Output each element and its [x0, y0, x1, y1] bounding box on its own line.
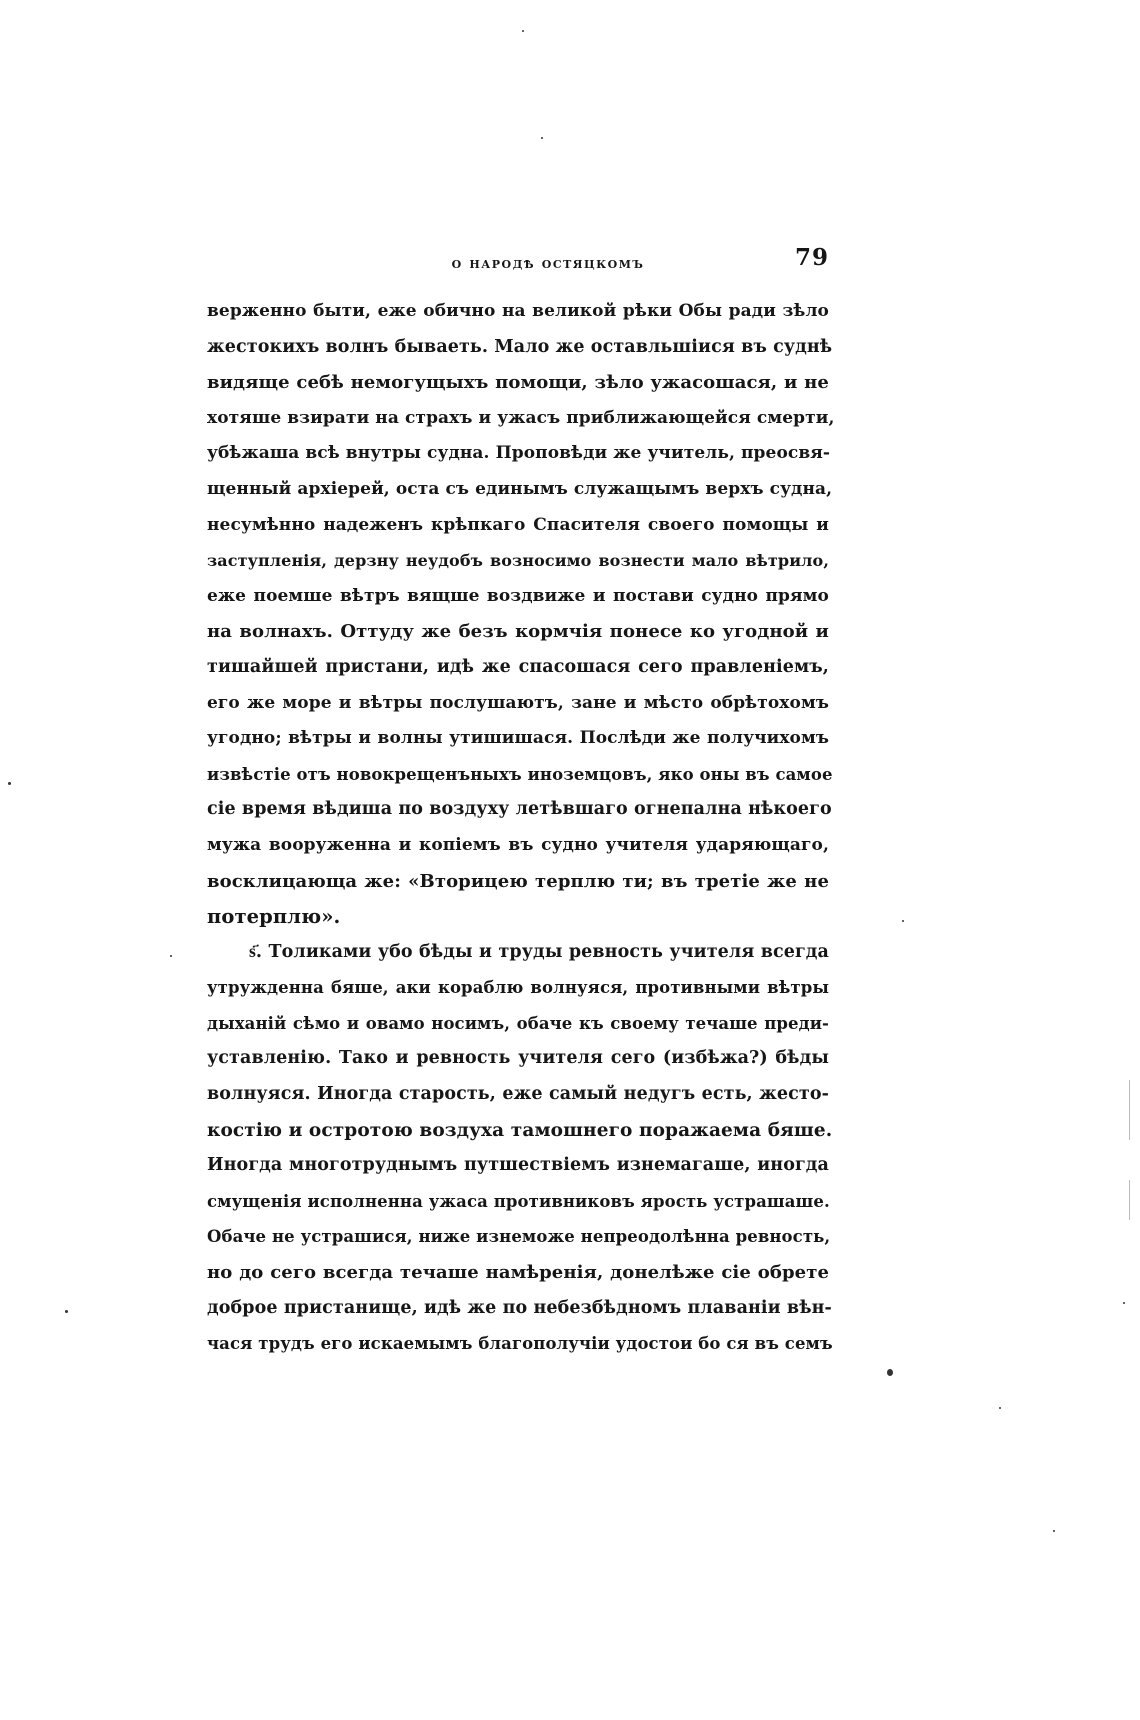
text-line: хотяше взирати на страхъ и ужасъ приближающейся смерти,	[207, 407, 835, 428]
text-line: мужа вооруженна и копiемъ въ судно учителя ударяющаго,	[207, 834, 829, 855]
text-line-paragraph-end: потерплю».	[207, 905, 341, 929]
running-title: о народѣ остяцкомъ	[451, 254, 645, 272]
page-number: 79	[794, 244, 829, 271]
text-line: дыханiй сѣмо и овамо носимъ, обаче къ своему течаше преди-	[207, 1013, 829, 1033]
scan-speck	[999, 1407, 1001, 1409]
text-line: Иногда многотруднымъ путшествiемъ изнемагаше, иногда	[207, 1155, 829, 1176]
text-line: но до сего всегда течаше намѣренiя, донелѣже сiе обрете	[207, 1262, 829, 1284]
text-line: извѣстiе отъ новокрещенъныхъ иноземцовъ, яко оны въ самое	[207, 764, 833, 784]
text-line: его же море и вѣтры послушаютъ, зане и мѣсто обрѣтохомъ	[207, 692, 829, 713]
body-text	[207, 294, 835, 1362]
text-line: видяще себѣ немогущыхъ помощи, зѣло ужасошася, и не	[207, 372, 829, 394]
text-line: угодно; вѣтры и волны утишишася. Послѣди же получихомъ	[207, 728, 829, 749]
text-line: щенный архiерей, оста съ единымъ служащымъ верхъ судна,	[207, 478, 833, 499]
text-line: доброе пристанище, идѣ же по небезбѣдномъ плаванiи вѣн-	[207, 1297, 832, 1318]
text-line: еже поемше вѣтръ вящше воздвиже и постави судно прямо	[207, 585, 829, 606]
text-line: уставленiю. Тако и ревность учителя сего (избѣжа?) бѣды	[207, 1048, 829, 1069]
text-line: Обаче не устрашися, ниже изнеможе непреодолѣнна ревность,	[207, 1227, 831, 1247]
text-line: волнуяся. Иногда старость, еже самый недугъ есть, жесто-	[207, 1084, 829, 1105]
text-line: убѣжаша всѣ внутры судна. Проповѣди же учитель, преосвя-	[207, 443, 831, 464]
scan-speck	[887, 1369, 893, 1376]
text-line: тишайшей пристани, идѣ же спасошася сего правленiемъ,	[207, 656, 829, 677]
text-line: жестокихъ волнъ бываеть. Мало же оставльшiися въ суднѣ	[207, 336, 833, 357]
text-line: сiе время вѣдиша по воздуху летѣвшаго огнепална нѣкоего	[207, 799, 832, 820]
running-head	[207, 244, 829, 284]
scan-speck	[8, 782, 11, 785]
scan-speck	[902, 920, 904, 922]
scan-speck	[522, 30, 524, 32]
text-line: на волнахъ. Оттуду же безъ кормчiя понесе ко угодной и	[207, 621, 829, 643]
scan-speck	[1053, 1530, 1055, 1532]
text-line: смущенiя исполненна ужаса противниковъ ярость устрашаше.	[207, 1191, 830, 1211]
text-line-section-start: ѕ҃. Толиками убо бѣды и труды ревность учителя всегда	[249, 941, 829, 962]
scan-speck	[1129, 1180, 1130, 1220]
text-line: несумѣнно надеженъ крѣпкаго Спасителя своего помощы и	[207, 514, 829, 535]
text-line: утружденна бяше, аки кораблю волнуяся, противными вѣтры	[207, 978, 829, 998]
scan-speck	[65, 1310, 68, 1313]
scan-speck	[541, 137, 543, 139]
scan-speck	[170, 955, 172, 957]
scan-speck	[1123, 1302, 1125, 1304]
text-line: восклицающа же: «Вторицею терплю ти; въ третiе же не	[207, 870, 829, 892]
text-line: заступленiя, дерзну неудобъ возносимо вознести мало вѣтрило,	[207, 551, 829, 571]
text-line: костiю и остротою воздуха тамошнего поражаема бяше.	[207, 1119, 833, 1141]
text-line: чася трудъ его искаемымъ благополучiи удостои бо ся въ семъ	[207, 1334, 833, 1354]
scan-speck	[1129, 1080, 1130, 1140]
text-line: верженно быти, еже обично на великой рѣки Обы ради зѣло	[207, 301, 829, 321]
